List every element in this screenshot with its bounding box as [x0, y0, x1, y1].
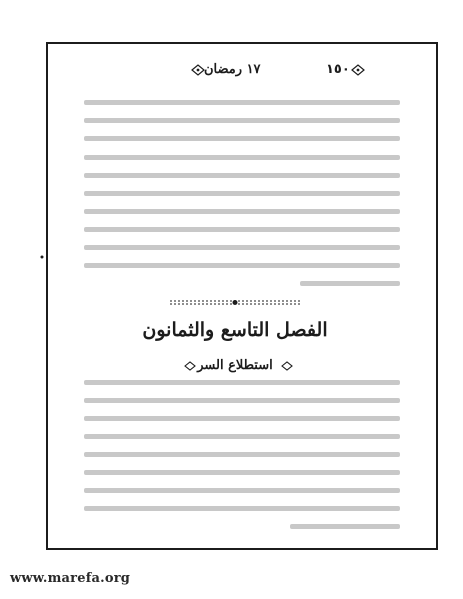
chapter-title: الفصل التاسع والثمانون: [142, 319, 328, 341]
page-border: [46, 42, 438, 550]
margin-mark: [41, 256, 44, 259]
page-number: ١٥٠: [326, 62, 350, 77]
source-watermark-url: www.marefa.org: [10, 571, 131, 586]
running-header-date: ١٧ رمضان: [204, 62, 261, 77]
section-subheading: استطلاع السر: [197, 358, 273, 373]
